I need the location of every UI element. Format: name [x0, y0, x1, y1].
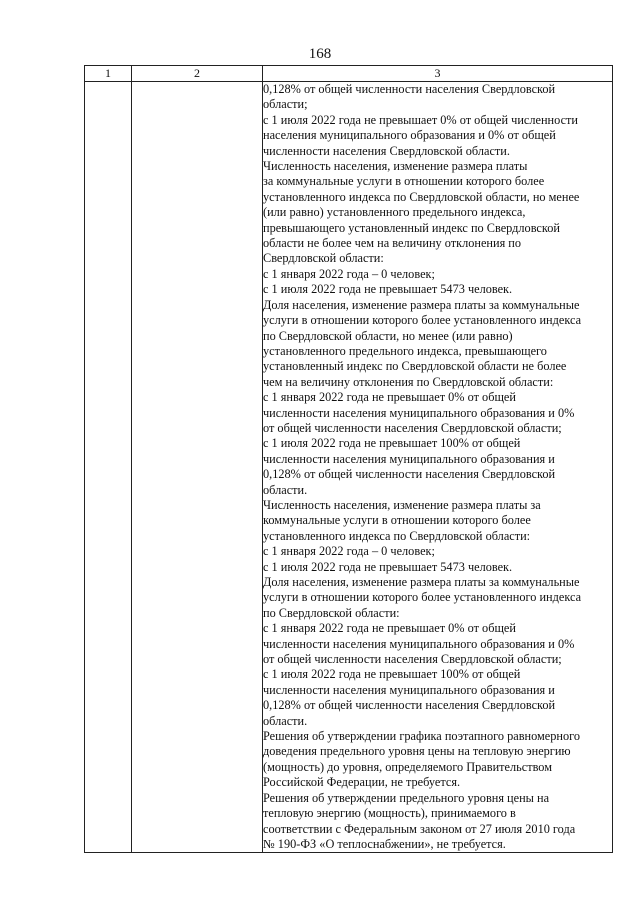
text-line: услуги в отношении которого более установленного индекса	[263, 313, 582, 328]
cell-column-1	[85, 82, 132, 853]
text-line: от общей численности населения Свердловской области;	[263, 652, 562, 667]
text-line: установленного предельного индекса, превышающего	[263, 343, 547, 358]
text-line: с 1 июля 2022 года не превышает 100% от общей	[263, 436, 521, 451]
text-line: с 1 июля 2022 года не превышает 100% от общей	[263, 667, 521, 682]
text-line: численности населения муниципального образования и 0%	[263, 405, 575, 420]
text-line: по Свердловской области:	[263, 605, 400, 620]
text-line: 0,128% от общей численности населения Свердловской	[263, 698, 556, 713]
text-line: Численность населения, изменение размера платы	[263, 159, 528, 174]
text-line: численности населения муниципального образования и 0%	[263, 636, 575, 651]
text-line: за коммунальные услуги в отношении которого более	[263, 174, 545, 189]
text-line: с 1 июля 2022 года не превышает 5473 человек.	[263, 559, 513, 574]
text-line: численности населения муниципального образования и	[263, 451, 555, 466]
text-line: с 1 января 2022 года не превышает 0% от общей	[263, 390, 516, 405]
text-line: по Свердловской области, но менее (или равно)	[263, 328, 513, 343]
text-line: (или равно) установленного предельного индекса,	[263, 205, 526, 220]
text-line: с 1 января 2022 года – 0 человек;	[263, 266, 435, 281]
text-line: Численность населения, изменение размера платы за	[263, 497, 541, 512]
column-header-3: 3	[263, 66, 613, 82]
text-line: области не более чем на величину отклонения по	[263, 236, 522, 251]
text-line: коммунальные услуги в отношении которого более	[263, 513, 531, 528]
text-line: с 1 января 2022 года не превышает 0% от общей	[263, 621, 516, 636]
text-line: 0,128% от общей численности населения Свердловской	[263, 467, 556, 482]
text-line: области.	[263, 713, 308, 728]
document-table	[84, 65, 613, 853]
cell-column-3-content	[263, 82, 613, 853]
text-line: тепловую энергию (мощность), принимаемого в	[263, 806, 516, 821]
header-row	[85, 66, 613, 82]
text-line: чем на величину отклонения по Свердловской области:	[263, 374, 554, 389]
text-line: услуги в отношении которого более установленного индекса	[263, 590, 582, 605]
column-header-1: 1	[85, 66, 132, 82]
text-line: Российской Федерации, не требуется.	[263, 775, 461, 790]
text-line: с 1 января 2022 года – 0 человек;	[263, 544, 435, 559]
table-row	[85, 82, 613, 853]
text-line: доведения предельного уровня цены на тепловую энергию	[263, 744, 571, 759]
column-header-2: 2	[132, 66, 263, 82]
text-line: с 1 июля 2022 года не превышает 0% от общей численности	[263, 112, 579, 127]
text-line: численности населения Свердловской области.	[263, 143, 510, 158]
text-line: 0,128% от общей численности населения Свердловской	[263, 82, 556, 96]
text-line: с 1 июля 2022 года не превышает 5473 человек.	[263, 282, 513, 297]
text-line: Свердловской области:	[263, 251, 384, 266]
text-line: области;	[263, 97, 308, 112]
text-line: превышающего установленный индекс по Свердловской	[263, 220, 560, 235]
text-line: от общей численности населения Свердловской области;	[263, 420, 562, 435]
text-line: (мощность) до уровня, определяемого Правительством	[263, 759, 552, 774]
text-line: установленного индекса по Свердловской области, но менее	[263, 189, 580, 204]
text-line: установленного индекса по Свердловской области:	[263, 528, 531, 543]
text-line: № 190-ФЗ «О теплоснабжении», не требуется.	[263, 836, 506, 851]
text-line: установленный индекс по Свердловской области не более	[263, 359, 567, 374]
text-line: Доля населения, изменение размера платы за коммунальные	[263, 297, 580, 312]
text-line: численности населения муниципального образования и	[263, 682, 555, 697]
text-line: Решения об утверждении предельного уровня цены на	[263, 790, 550, 805]
page-number: 168	[308, 46, 332, 62]
cell-column-2	[132, 82, 263, 853]
text-line: соответствии с Федеральным законом от 27 июля 2010 года	[263, 821, 576, 836]
text-line: Доля населения, изменение размера платы за коммунальные	[263, 575, 580, 589]
text-line: Решения об утверждении графика поэтапного равномерного	[263, 729, 580, 744]
text-line: области.	[263, 482, 308, 497]
text-line: населения муниципального образования и 0% от общей	[263, 128, 556, 143]
